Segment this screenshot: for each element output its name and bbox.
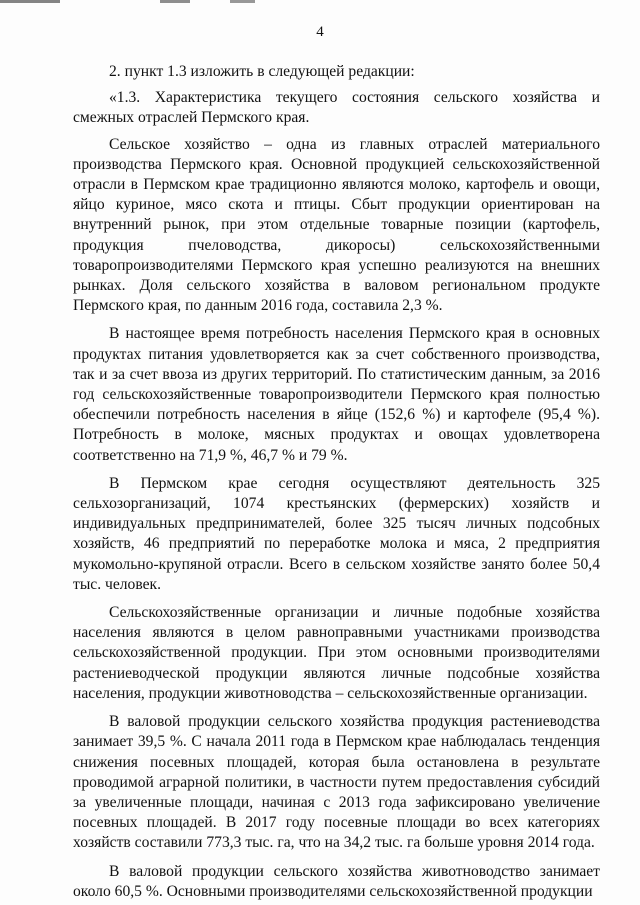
- paragraph-section-heading: «1.3. Характеристика текущего состояния сельского хозяйства и смежных отраслей Пермского края.: [73, 89, 600, 127]
- paragraph-livestock: В валовой продукции сельского хозяйства животноводство занимает около 60,5 %. Основными производителями сельскохозяйственной продукции: [73, 862, 600, 900]
- paragraph-food-supply: В настоящее время потребность населения Пермского края в основных продуктах питания удовлетворяется как за счет собственного производства, так и за счет ввоза из других территорий. По статистическим данным, за 2016 год сельскохозяйственные товаропроизводители Пермского края полностью обеспечили потребность населения в яйце (152,6 %) и картофеле (95,4 %). Потребность в молоке, мясных продуктах и овощах удовлетворена соответственно на 71,9 %, 46,7 % и 79 %.: [73, 325, 600, 464]
- page-number: 4: [316, 24, 324, 40]
- body-text: [73, 62, 600, 902]
- paragraph-amendment-intro: 2. пункт 1.3 изложить в следующей редакции:: [109, 63, 415, 80]
- paragraph-crop-production: В валовой продукции сельского хозяйства продукция растениеводства занимает 39,5 %. С начала 2011 года в Пермском крае наблюдалась тенденция снижения посевных площадей, которая была остановлена в результате проводимой аграрной политики, в частности путем предоставления субсидий за увеличенные площади, начиная с 2013 года зафиксировано увеличение посевных площадей. В 2017 году посевные площади во всех категориях хозяйств составили 773,3 тыс. га, что на 34,2 тыс. га больше уровня 2014 года.: [73, 713, 600, 852]
- paragraph-producers: Сельскохозяйственные организации и личные подобные хозяйства населения являются в целом равноправными участниками производства сельскохозяйственной продукции. При этом основными производителями растениеводческой продукции являются личные подсобные хозяйства населения, продукции животноводства – сельскохозяйственные организации.: [73, 604, 600, 702]
- scan-edge-artifact: [0, 0, 640, 3]
- paragraph-organizations: В Пермском крае сегодня осуществляют деятельность 325 сельхозорганизаций, 1074 крестьянских (фермерских) хозяйств и индивидуальных предпринимателей, более 325 тысяч личных подсобных хозяйств, 46 предприятий по переработке молока и мяса, 2 предприятия мукомольно-крупяной отрасли. Всего в сельском хозяйстве занято более 50,4 тыс. человек.: [73, 474, 600, 593]
- paragraph-agriculture-overview: Сельское хозяйство – одна из главных отраслей материального производства Пермского края. Основной продукцией сельскохозяйственной отрасли в Пермском крае традиционно являются молоко, картофель и овощи, яйцо куриное, мясо скота и птицы. Сбыт продукции ориентирован на внутренний рынок, при этом отдельные товарные позиции (картофель, продукция пчеловодства, дикоросы) сельскохозяйственными товаропроизводителями Пермского края успешно реализуются на внешних рынках. Доля сельского хозяйства в валовом региональном продукте Пермского края, по данным 2016 года, составила 2,3 %.: [73, 135, 600, 315]
